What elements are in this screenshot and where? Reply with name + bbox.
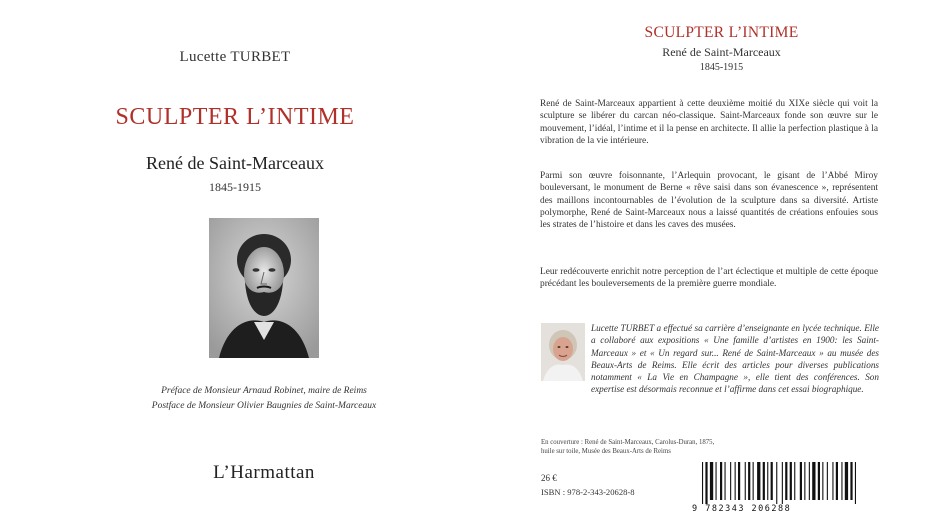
barcode-bar <box>725 462 726 500</box>
barcode-bar <box>745 462 746 500</box>
barcode-digits: 9 782343 206288 <box>692 504 792 514</box>
barcode-bar <box>782 462 783 504</box>
barcode-bar <box>804 462 805 500</box>
barcode-bar <box>735 462 736 500</box>
book-subtitle: René de Saint-Marceaux <box>146 153 324 173</box>
credit-line: huile sur toile, Musée des Beaux-Arts de Reims <box>541 448 671 455</box>
book-title: SCULPTER L’INTIME <box>115 104 355 130</box>
postface-line: Postface de Monsieur Olivier Baugnies de Saint-Marceaux <box>151 401 377 411</box>
barcode-bar <box>771 462 773 500</box>
barcode-bar <box>818 462 820 500</box>
publisher-logo <box>0 462 528 484</box>
barcode-bar <box>705 462 707 504</box>
barcode-bar <box>767 462 768 500</box>
barcode-bar <box>800 462 802 500</box>
author-name: Lucette TURBET <box>179 49 291 65</box>
barcode-bar <box>753 462 754 500</box>
barcode-bar <box>850 462 852 500</box>
barcode-bar <box>776 462 777 504</box>
author-photo <box>541 323 585 381</box>
back-cover <box>470 0 945 521</box>
description-paragraph-3: Leur redécouverte enrichit notre perception de l’art éclectique et multiple de cette époque précédant les bouleversements de la première guerre mondiale. <box>540 267 878 290</box>
cover-credit <box>541 438 771 456</box>
barcode-bar <box>757 462 760 500</box>
author-bio: Lucette TURBET a effectué sa carrière d’enseignante en lycée technique. Elle a collaboré aux expositions « Une famille d’artistes en 1900: les Saint-Marceaux » et « Un regard sur... René de Saint-Marceaux » au musée des Beaux-Arts de Reims. Elle écrit des articles pour diverses publications notamment « La Vie en Champagne », elle tient des conférences. Son expertise est désormais reconnue et l’affirme dans cet essai biographique. <box>591 323 879 395</box>
barcode-bar <box>785 462 787 500</box>
barcode-bar <box>716 462 717 500</box>
barcode-bar <box>730 462 731 500</box>
barcode-bar <box>822 462 823 500</box>
barcode-bar <box>738 462 740 500</box>
barcode-bar <box>809 462 810 500</box>
barcode-bar <box>710 462 713 500</box>
isbn: ISBN : 978-2-343-20628-8 <box>541 487 635 497</box>
barcode-bar <box>836 462 838 500</box>
barcode-bar <box>720 462 722 500</box>
front-cover <box>0 0 470 521</box>
barcode-bar <box>827 462 828 500</box>
barcode-bar <box>794 462 795 500</box>
book-dates: 1845-1915 <box>209 180 261 194</box>
back-dates: 1845-1915 <box>699 62 744 73</box>
description-paragraph-2: Parmi son œuvre foisonnante, l’Arlequin provocant, le gisant de l’Abbé Miroy bouleversant, le monument de Berne « rêve saisi dans son évanescence », représentent des maillons incontournables de l’évolution de la sculpture dans sa diversité. Artiste polymorphe, René de Saint-Marceaux nous a laissé quantités de créations enfouies sous les strates de l’histoire et dans les caves des musées. <box>540 171 878 231</box>
barcode-bar <box>763 462 765 500</box>
publisher-name: L’Harmattan <box>213 462 315 483</box>
barcode-bar <box>812 462 815 500</box>
description-paragraph-1: René de Saint-Marceaux appartient à cette deuxième moitié du XIXe siècle qui voit la sculpture se libérer du carcan néo-classique. Saint-Marceaux fonde son œuvre sur le mouvement, l’idéal, l’intime et il la pense en architecte. Il allie la perfection plastique à la vibration de la vie intérieure. <box>540 99 878 146</box>
preface-block <box>0 384 528 414</box>
barcode-bar <box>855 462 856 504</box>
barcode-bar <box>702 462 703 504</box>
barcode-bar <box>748 462 750 500</box>
back-title: SCULPTER L’INTIME <box>644 24 799 41</box>
barcode-bar <box>845 462 848 500</box>
credit-line: En couverture : René de Saint-Marceaux, Carolus-Duran, 1875, <box>541 439 715 446</box>
price: 26 € <box>541 473 557 483</box>
barcode-bar <box>832 462 833 500</box>
barcode-bar <box>841 462 842 500</box>
preface-line: Préface de Monsieur Arnaud Robinet, maire de Reims <box>161 386 367 396</box>
portrait-image <box>209 218 319 358</box>
barcode-bar <box>790 462 792 500</box>
back-subtitle: René de Saint-Marceaux <box>662 45 781 59</box>
